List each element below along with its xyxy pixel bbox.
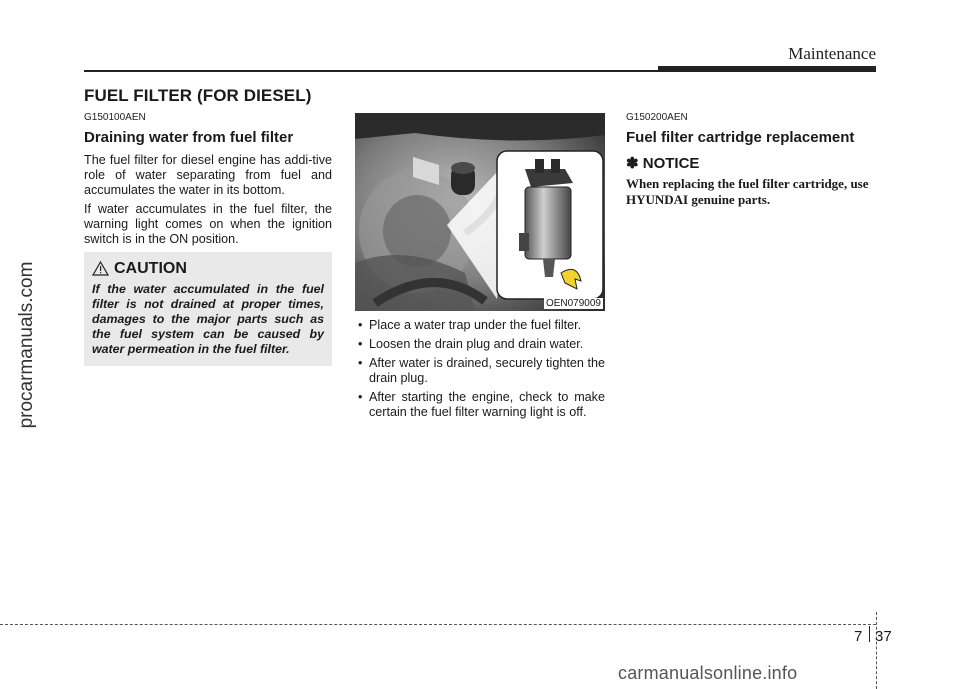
subsection-heading: Draining water from fuel filter [84,129,294,146]
image-code: OEN079009 [545,298,601,309]
watermark-bottom: carmanualsonline.info [618,663,798,683]
header-section-title: Maintenance [788,44,876,63]
paragraph: The fuel filter for diesel engine has addi-tive role of water separating from fuel and accumulates the water in its bottom. [84,153,332,197]
watermark-side: procarmanuals.com [16,261,37,429]
notice-heading [626,154,876,172]
list-item: • Loosen the drain plug and drain water. [355,337,605,352]
notice-title: NOTICE [642,155,700,172]
caution-box [84,252,332,366]
column-left [84,112,332,251]
footer-rule-vertical [876,612,877,689]
chapter-number: 7 [854,628,863,645]
section-code: G150100AEN [84,112,146,123]
column-middle [355,318,605,424]
procedure-list [355,318,605,420]
caution-text: If the water accumulated in the fuel filter is not drained at proper times, damages to the major parts such as the fuel system can be caused by water permeation in the fuel filter. [92,282,324,356]
notice-text: When replacing the fuel filter cartridge, use HYUNDAI genuine parts. [626,176,869,207]
paragraph: If water accumulates in the fuel filter, the warning light comes on when the ignition switch is in the ON position. [84,202,332,246]
section-code: G150200AEN [626,112,688,123]
notice-star-icon: ✽ [626,155,639,172]
warning-triangle-icon [92,261,109,276]
caution-title: CAUTION [114,260,187,277]
column-right [626,112,876,208]
section-title: FUEL FILTER (FOR DIESEL) [84,86,312,105]
engine-bay-illustration [355,113,605,311]
subsection-heading: Fuel filter cartridge replacement [626,129,855,146]
footer-rule [0,624,876,625]
page-number-divider [869,626,870,642]
header-rule-accent [658,66,876,72]
list-item: • Place a water trap under the fuel filter. [355,318,605,333]
fuel-filter-photo [355,113,605,311]
list-item: • After starting the engine, check to make certain the fuel filter warning light is off. [355,390,605,420]
list-item: • After water is drained, securely tighten the drain plug. [355,356,605,386]
page-number: 37 [875,628,892,645]
